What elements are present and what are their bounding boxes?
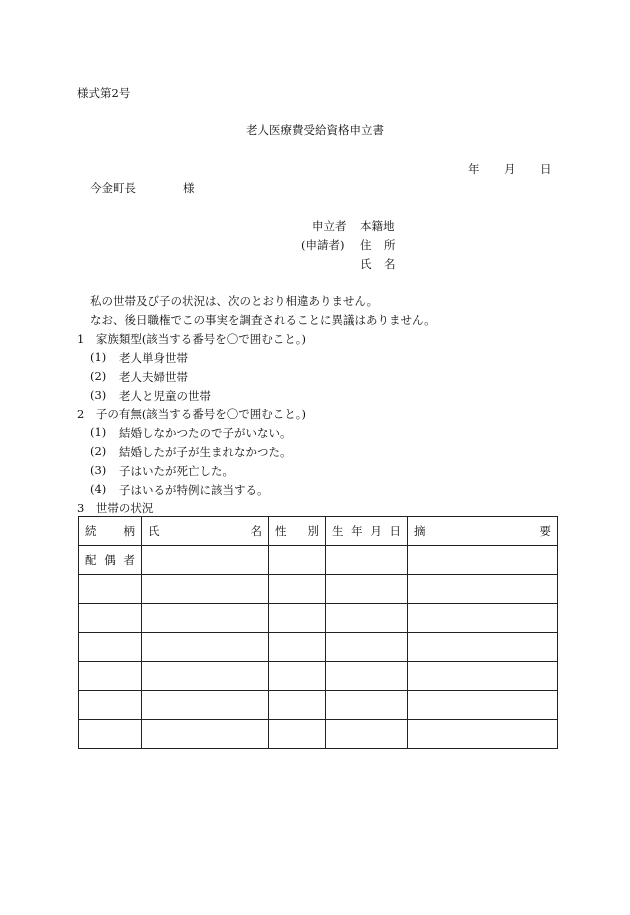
name-cell[interactable] [142,633,269,662]
table-row [79,691,558,720]
header-name: 氏 名 [142,517,269,546]
name-cell[interactable] [142,546,269,575]
name-cell[interactable] [142,604,269,633]
header-sex: 性 別 [269,517,326,546]
name-cell[interactable] [142,720,269,749]
section1-item-num: (1) [90,350,107,364]
table-row [79,604,558,633]
date-day: 日 [540,162,552,176]
sex-cell[interactable] [269,720,326,749]
sex-cell[interactable] [269,633,326,662]
table-row [79,575,558,604]
relationship-cell[interactable] [79,604,142,633]
birthdate-cell[interactable] [326,633,408,662]
section2-heading: 2 子の有無(該当する番号を〇で囲むこと。) [77,407,307,421]
relationship-cell[interactable] [79,633,142,662]
birthdate-cell[interactable] [326,662,408,691]
sex-cell[interactable] [269,662,326,691]
section1-item-text: 老人夫婦世帯 [119,370,188,384]
document-title: 老人医療費受給資格申立書 [246,123,384,137]
household-table [78,516,558,749]
domicile-label: 本籍地 [360,219,395,233]
address-label-1: 住 [360,238,372,252]
table-row [79,546,558,575]
name-cell[interactable] [142,662,269,691]
section2-item-text: 子はいたが死亡した。 [119,464,234,478]
relationship-cell[interactable] [79,575,142,604]
section1-heading: 1 家族類型(該当する番号を〇で囲むこと。) [77,332,307,346]
remarks-cell[interactable] [408,633,558,662]
section2-item-text: 結婚しなかつたので子がいない。 [119,426,292,440]
table-header-row [79,517,558,546]
remarks-cell[interactable] [408,604,558,633]
name-cell[interactable] [142,575,269,604]
name-label-1: 氏 [360,257,372,271]
sex-cell[interactable] [269,604,326,633]
header-birthdate: 生 年 月 日 [326,517,408,546]
header-remarks: 摘 要 [408,517,558,546]
sex-cell[interactable] [269,575,326,604]
remarks-cell[interactable] [408,691,558,720]
birthdate-cell[interactable] [326,691,408,720]
date-year: 年 [468,162,480,176]
addressee-honorific: 様 [183,181,195,195]
spouse-label: 配 偶 者 [79,546,142,575]
address-label-2: 所 [384,238,396,252]
requester-label: (申請者) [301,238,345,252]
applicant-label: 申立者 [312,219,347,233]
section1-item-num: (3) [90,388,107,402]
form-number: 様式第2号 [77,86,131,100]
remarks-cell[interactable] [408,575,558,604]
table-row [79,720,558,749]
section2-item-num: (1) [90,425,107,439]
name-label-2: 名 [384,257,396,271]
remarks-cell[interactable] [408,662,558,691]
sex-cell[interactable] [269,691,326,720]
section3-heading: 3 世帯の状況 [77,501,154,515]
header-relationship: 続 柄 [79,517,142,546]
sex-cell[interactable] [269,546,326,575]
relationship-cell[interactable] [79,691,142,720]
section2-item-num: (3) [90,463,107,477]
section2-item-num: (2) [90,444,107,458]
table-row [79,633,558,662]
remarks-cell[interactable] [408,546,558,575]
remarks-cell[interactable] [408,720,558,749]
birthdate-cell[interactable] [326,575,408,604]
section1-item-text: 老人単身世帯 [119,351,188,365]
section2-item-text: 結婚したが子が生まれなかつた。 [119,445,292,459]
statement-2: なお、後日職権でこの事実を調査されることに異議はありません。 [90,313,436,327]
birthdate-cell[interactable] [326,720,408,749]
relationship-cell[interactable] [79,720,142,749]
relationship-cell[interactable] [79,662,142,691]
table-row [79,662,558,691]
statement-1: 私の世帯及び子の状況は、次のとおり相違ありません。 [90,294,379,308]
birthdate-cell[interactable] [326,546,408,575]
section1-item-num: (2) [90,369,107,383]
birthdate-cell[interactable] [326,604,408,633]
name-cell[interactable] [142,691,269,720]
section2-item-text: 子はいるが特例に該当する。 [119,483,269,497]
addressee-name: 今金町長 [90,181,136,195]
date-month: 月 [504,162,516,176]
section1-item-text: 老人と児童の世帯 [119,389,211,403]
section2-item-num: (4) [90,482,107,496]
